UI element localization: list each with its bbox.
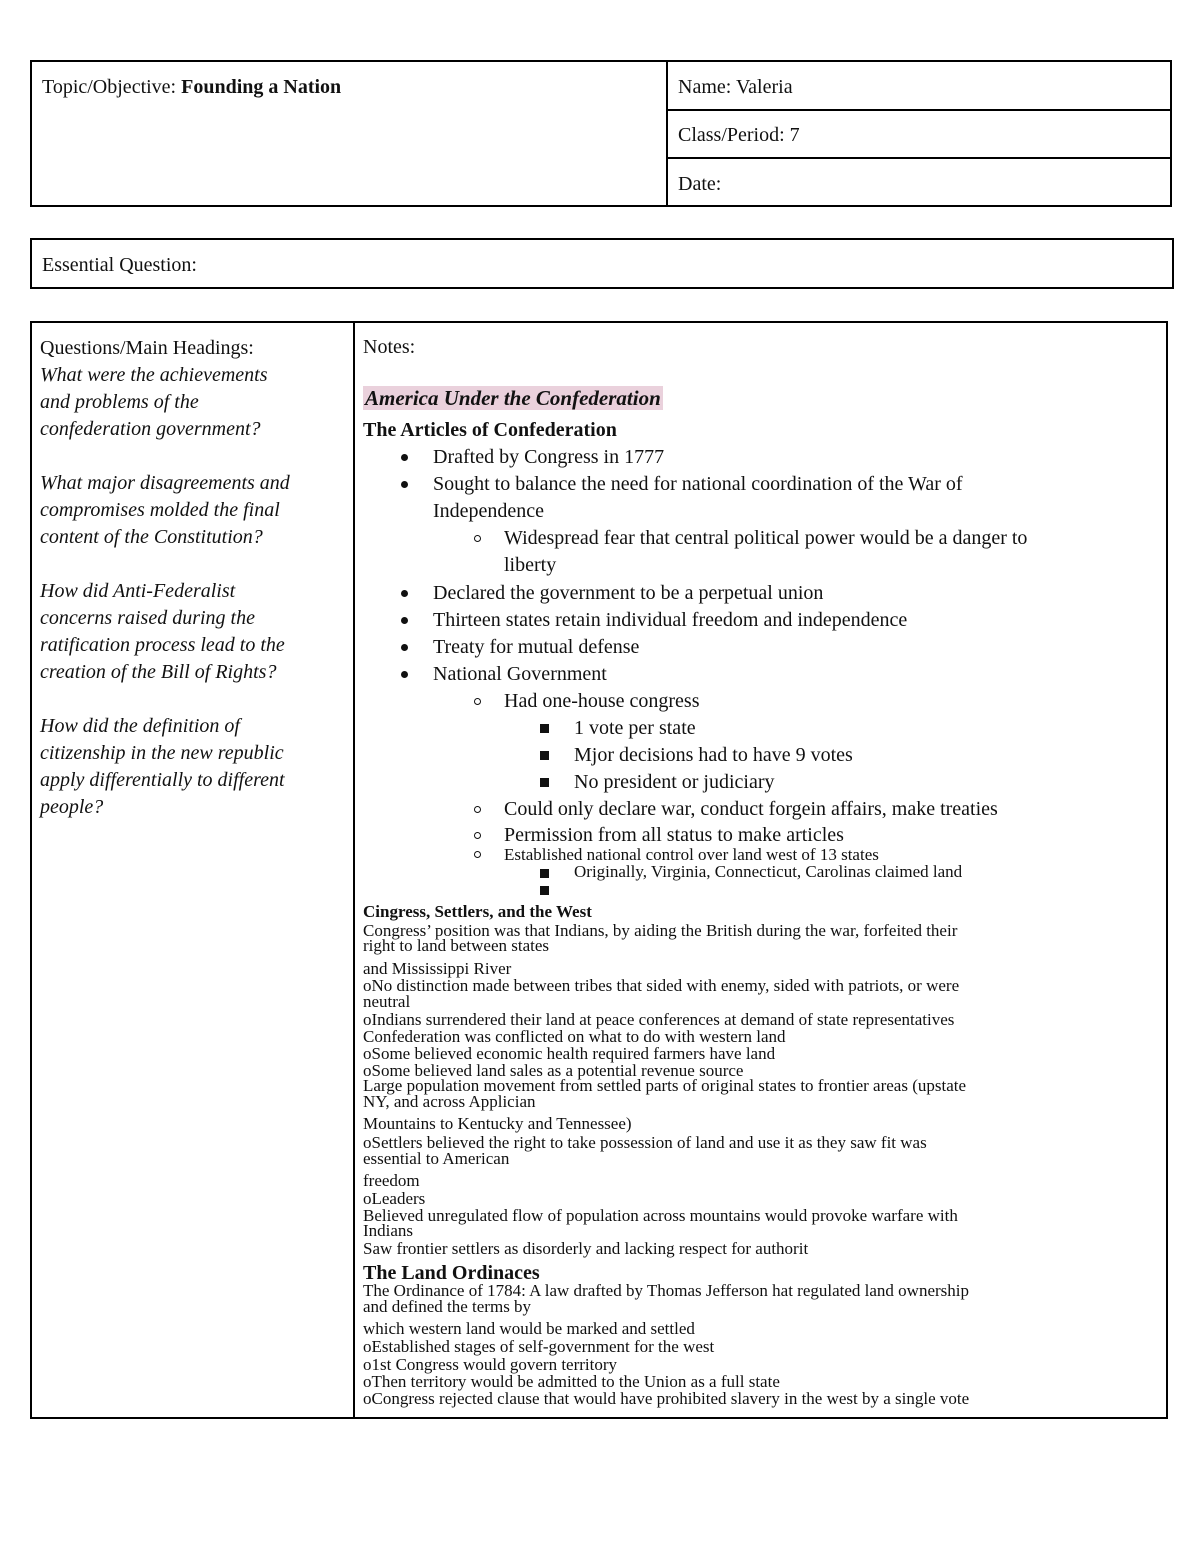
- note-subitem: Established national control over land west of 13 states: [504, 845, 879, 864]
- square-bullet-icon: [540, 886, 549, 895]
- note-line: right to land between states: [363, 936, 550, 955]
- note-line: oSome believed economic health required farmers have land: [363, 1044, 776, 1063]
- square-bullet-icon: [540, 724, 549, 733]
- note-line: oCongress rejected clause that would have prohibited slavery in the west by a single vote: [363, 1389, 970, 1408]
- questions-heading: Questions/Main Headings:: [40, 337, 254, 359]
- note-subitem: Permission from all status to make articles: [504, 824, 844, 846]
- note-line: freedom: [363, 1171, 420, 1190]
- note-subsubitem: No president or judiciary: [574, 771, 775, 793]
- note-line: NY, and across Applician: [363, 1092, 536, 1111]
- square-bullet-icon: [540, 751, 549, 760]
- note-line: Saw frontier settlers as disorderly and lacking respect for authorit: [363, 1239, 809, 1258]
- header-row-divider: [666, 109, 1170, 111]
- topic-value: Founding a Nation: [181, 76, 342, 98]
- note-line: oEstablished stages of self-government for the west: [363, 1337, 715, 1356]
- circle-bullet-icon: [474, 832, 481, 839]
- question-line: citizenship in the new republic: [40, 742, 284, 764]
- bullet-icon: [401, 644, 408, 651]
- note-item: Thirteen states retain individual freedom and independence: [433, 609, 908, 631]
- circle-bullet-icon: [474, 851, 481, 858]
- note-line: Confederation was conflicted on what to do with western land: [363, 1027, 786, 1046]
- question-line: content of the Constitution?: [40, 526, 263, 548]
- section-title-text: America Under the Confederation: [365, 386, 661, 410]
- question-line: How did Anti-Federalist: [40, 580, 236, 602]
- header-row-divider: [666, 157, 1170, 159]
- note-line: oSettlers believed the right to take possession of land and use it as they saw fit was: [363, 1133, 927, 1152]
- note-line: o1st Congress would govern territory: [363, 1355, 618, 1374]
- question-line: people?: [40, 796, 104, 818]
- note-item-cont: Independence: [433, 500, 545, 522]
- question-line: concerns raised during the: [40, 607, 255, 629]
- bullet-icon: [401, 454, 408, 461]
- question-line: ratification process lead to the: [40, 634, 285, 656]
- note-line: Large population movement from settled parts of original states to frontier areas (upstate: [363, 1076, 967, 1095]
- question-4: [40, 713, 345, 821]
- note-line: oIndians surrendered their land at peace conferences at demand of state representatives: [363, 1010, 955, 1029]
- header-table: [30, 60, 1172, 207]
- note-line: oNo distinction made between tribes that sided with enemy, sided with patriots, or were: [363, 976, 960, 995]
- note-item: Sought to balance the need for national coordination of the War of: [433, 473, 963, 495]
- question-line: What were the achievements: [40, 364, 268, 386]
- questions-column: [40, 335, 345, 821]
- note-line: neutral: [363, 992, 411, 1011]
- question-line: apply differentially to different: [40, 769, 285, 791]
- note-line: The Ordinance of 1784: A law drafted by Thomas Jefferson hat regulated land ownership: [363, 1281, 970, 1300]
- bullet-icon: [401, 590, 408, 597]
- topic-objective: [32, 76, 341, 99]
- circle-bullet-icon: [474, 806, 481, 813]
- note-subitem-cont: liberty: [504, 554, 557, 576]
- note-item: Declared the government to be a perpetual union: [433, 582, 824, 604]
- note-line: Mountains to Kentucky and Tennessee): [363, 1114, 632, 1133]
- circle-bullet-icon: [474, 698, 481, 705]
- note-line: which western land would be marked and settled: [363, 1319, 695, 1338]
- question-3: [40, 578, 345, 686]
- student-name: Name: Valeria: [678, 76, 793, 98]
- circle-bullet-icon: [474, 535, 481, 542]
- question-line: How did the definition of: [40, 715, 240, 737]
- articles-heading: The Articles of Confederation: [363, 419, 617, 441]
- land-heading: The Land Ordinaces: [363, 1262, 540, 1284]
- note-item: Treaty for mutual defense: [433, 636, 640, 658]
- essential-question-box: [30, 238, 1174, 289]
- note-line: Indians: [363, 1221, 414, 1240]
- question-2: [40, 470, 345, 551]
- note-subsubitem: 1 vote per state: [574, 717, 696, 739]
- note-line: oLeaders: [363, 1189, 426, 1208]
- notes-label: Notes:: [363, 336, 416, 358]
- question-line: What major disagreements and: [40, 472, 290, 494]
- note-line: oSome believed land sales as a potential revenue source: [363, 1061, 744, 1080]
- note-line: and defined the terms by: [363, 1297, 532, 1316]
- note-subitem: Had one-house congress: [504, 690, 700, 712]
- class-period: Class/Period: 7: [678, 124, 800, 146]
- essential-question-label: Essential Question:: [42, 254, 197, 276]
- note-item: Drafted by Congress in 1777: [433, 446, 665, 468]
- question-line: and problems of the: [40, 391, 199, 413]
- bullet-icon: [401, 671, 408, 678]
- note-subsubitem: Originally, Virginia, Connecticut, Carolinas claimed land: [574, 862, 963, 881]
- square-bullet-icon: [540, 869, 549, 878]
- topic-label: Topic/Objective:: [42, 76, 182, 98]
- note-subitem: Widespread fear that central political power would be a danger to: [504, 527, 1028, 549]
- bullet-icon: [401, 617, 408, 624]
- section-title: [363, 388, 663, 409]
- west-heading: Cingress, Settlers, and the West: [363, 902, 592, 921]
- question-line: confederation government?: [40, 418, 261, 440]
- question-1: [40, 362, 345, 443]
- note-subsubitem: Mjor decisions had to have 9 votes: [574, 744, 853, 766]
- question-line: compromises molded the final: [40, 499, 280, 521]
- square-bullet-icon: [540, 778, 549, 787]
- bullet-icon: [401, 481, 408, 488]
- date-field: Date:: [678, 173, 722, 195]
- column-divider: [353, 323, 355, 1417]
- note-subitem: Could only declare war, conduct forgein affairs, make treaties: [504, 798, 998, 820]
- question-line: creation of the Bill of Rights?: [40, 661, 277, 683]
- note-line: oThen territory would be admitted to the Union as a full state: [363, 1372, 780, 1391]
- note-item: National Government: [433, 663, 607, 685]
- note-line: and Mississippi River: [363, 959, 512, 978]
- note-line: Congress’ position was that Indians, by aiding the British during the war, forfeited their: [363, 921, 958, 940]
- note-line: essential to American: [363, 1149, 510, 1168]
- note-line: Believed unregulated flow of population across mountains would provoke warfare with: [363, 1206, 958, 1225]
